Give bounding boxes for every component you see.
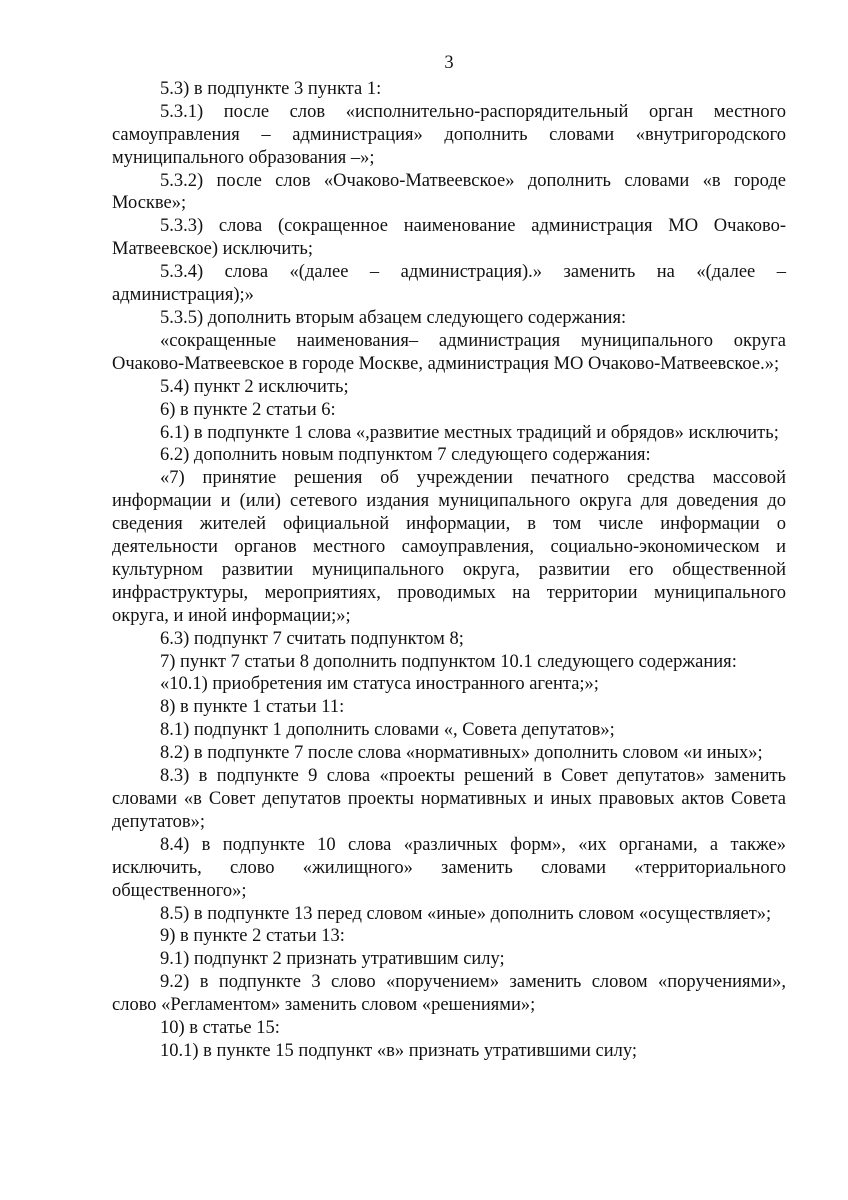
paragraph-6: 6) в пункте 2 статьи 6: xyxy=(160,399,336,420)
paragraph-6-2: 6.2) дополнить новым подпунктом 7 следующего содержания: xyxy=(160,445,651,466)
paragraph-5-3: 5.3) в подпункте 3 пункта 1: xyxy=(160,78,382,99)
paragraph-9: 9) в пункте 2 статьи 13: xyxy=(160,926,345,947)
paragraph-8-2: 8.2) в подпункте 7 после слова «нормативных» дополнить словом «и иных»; xyxy=(160,743,763,764)
paragraph-5-3-5: 5.3.5) дополнить вторым абзацем следующего содержания: xyxy=(160,307,627,328)
paragraph-quote-10-1: «10.1) приобретения им статуса иностранного агента;»; xyxy=(160,674,599,695)
paragraph-8-3: 8.3) в подпункте 9 слова «проекты решений в Совет депутатов» заменить словами «в Совет депутатов проекты нормативных и иных правовых актов Совета депутатов»; xyxy=(112,766,786,832)
paragraph-10: 10) в статье 15: xyxy=(160,1018,280,1039)
paragraph-10-1: 10.1) в пункте 15 подпункт «в» признать утратившими силу; xyxy=(160,1040,638,1061)
paragraph-9-2: 9.2) в подпункте 3 слово «поручением» заменить словом «поручениями», слово «Регламентом» заменить словом «решениями»; xyxy=(112,972,786,1016)
paragraph-8-1: 8.1) подпункт 1 дополнить словами «, Совета депутатов»; xyxy=(160,720,615,741)
paragraph-7: 7) пункт 7 статьи 8 дополнить подпунктом 10.1 следующего содержания: xyxy=(160,651,737,672)
paragraph-5-4: 5.4) пункт 2 исключить; xyxy=(160,376,349,397)
page-number: 3 xyxy=(444,53,454,73)
paragraph-8: 8) в пункте 1 статьи 11: xyxy=(160,697,345,718)
paragraph-quote-7: «7) принятие решения об учреждении печатного средства массовой информации и (или) сетевого издания муниципального округа для доведения до сведения жителей официальной информации, в том числе информации о деятельности органов местного самоуправления, социально-экономическом и культурном развитии муниципального округа, развитии его общественной инфраструктуры, мероприятиях, проводимых на территории муниципального округа, и иной информации;»; xyxy=(112,468,786,626)
document-page xyxy=(112,52,786,1063)
paragraph-8-5: 8.5) в подпункте 13 перед словом «иные» дополнить словом «осуществляет»; xyxy=(160,903,772,924)
paragraph-6-1: 6.1) в подпункте 1 слова «,развитие местных традиций и обрядов» исключить; xyxy=(160,422,779,443)
paragraph-5-3-1: 5.3.1) после слов «исполнительно-распорядительный орган местного самоуправления – администрация» дополнить словами «внутригородского муниципального образования –»; xyxy=(112,101,786,168)
paragraph-5-3-4: 5.3.4) слова «(далее – администрация).» заменить на «(далее – администрация);» xyxy=(112,262,786,306)
paragraph-8-4: 8.4) в подпункте 10 слова «различных форм», «их органами, а также» исключить, слово «жилищного» заменить словами «территориального общественного»; xyxy=(112,834,786,901)
paragraph-9-1: 9.1) подпункт 2 признать утратившим силу; xyxy=(160,949,505,970)
paragraph-5-3-3: 5.3.3) слова (сокращенное наименование администрация МО Очаково-Матвеевское) исключить; xyxy=(112,216,786,260)
paragraph-6-3: 6.3) подпункт 7 считать подпунктом 8; xyxy=(160,628,464,649)
paragraph-quote-short-names: «сокращенные наименования– администрация муниципального округа Очаково-Матвеевское в городе Москве, администрация МО Очаково-Матвеевское.»; xyxy=(112,330,786,374)
paragraph-5-3-2: 5.3.2) после слов «Очаково-Матвеевское» дополнить словами «в городе Москве»; xyxy=(112,170,786,214)
